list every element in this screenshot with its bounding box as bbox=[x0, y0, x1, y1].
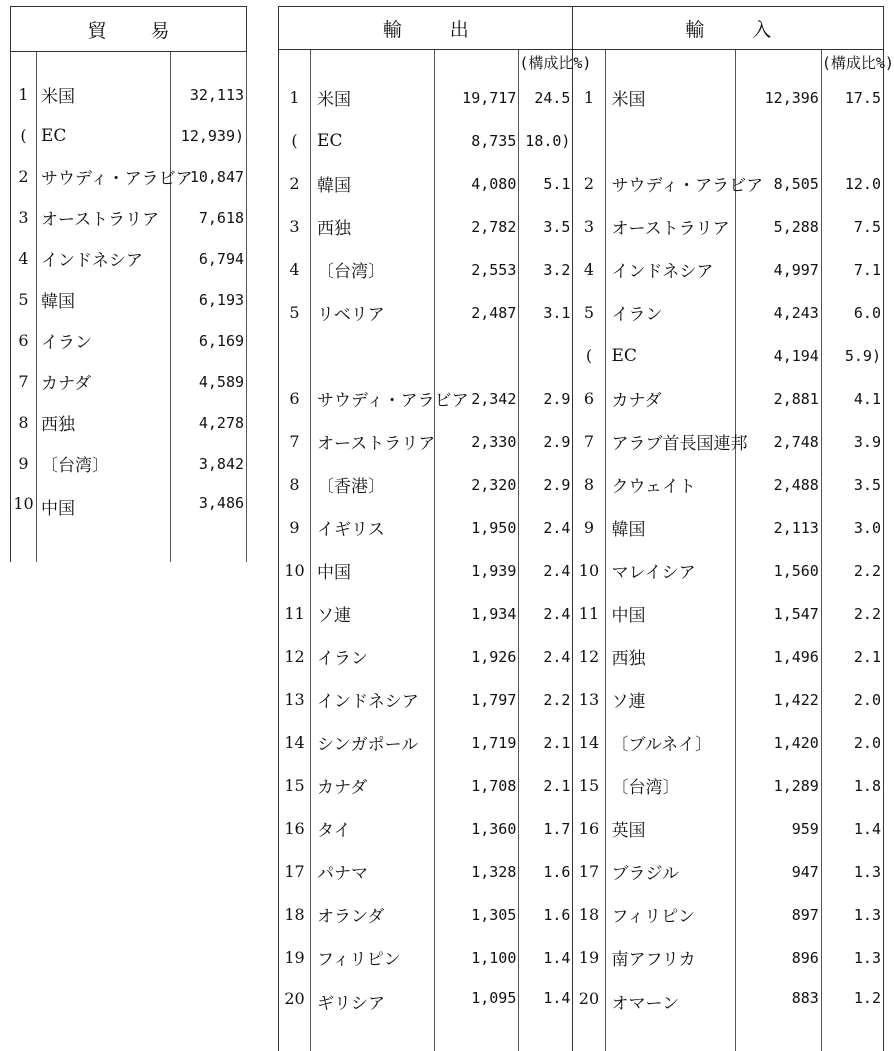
export-share: 2.9 bbox=[519, 463, 573, 506]
import-rank: 17 bbox=[573, 850, 605, 893]
import-share: 5.9) bbox=[821, 334, 883, 377]
export-value: 1,797 bbox=[435, 678, 519, 721]
export-share: 2.1 bbox=[519, 721, 573, 764]
import-rank: 1 bbox=[573, 76, 605, 119]
export-rank: 19 bbox=[279, 936, 311, 979]
export-country: インドネシア bbox=[311, 678, 435, 721]
export-value: 2,487 bbox=[435, 291, 519, 334]
export-import-row bbox=[279, 291, 884, 334]
import-share: 1.4 bbox=[821, 807, 883, 850]
import-value: 959 bbox=[735, 807, 821, 850]
import-country: マレイシア bbox=[605, 549, 735, 592]
import-value: 1,422 bbox=[735, 678, 821, 721]
import-value: 1,496 bbox=[735, 635, 821, 678]
export-value: 4,080 bbox=[435, 162, 519, 205]
import-country: EC bbox=[605, 334, 735, 377]
export-country: サウディ・アラビア bbox=[311, 377, 435, 420]
import-value: 1,289 bbox=[735, 764, 821, 807]
export-value: 2,320 bbox=[435, 463, 519, 506]
trade-rank: ( bbox=[11, 115, 37, 156]
import-country: オーストラリア bbox=[605, 205, 735, 248]
export-share: 2.4 bbox=[519, 592, 573, 635]
export-country: オーストラリア bbox=[311, 420, 435, 463]
export-rank: 2 bbox=[279, 162, 311, 205]
export-country: 〔台湾〕 bbox=[311, 248, 435, 291]
trade-value: 6,794 bbox=[171, 238, 247, 279]
export-country: パナマ bbox=[311, 850, 435, 893]
import-share: 3.0 bbox=[821, 506, 883, 549]
trade-country: サウディ・アラビア bbox=[37, 156, 171, 197]
import-value: 1,547 bbox=[735, 592, 821, 635]
import-rank: 20 bbox=[573, 979, 605, 1051]
export-import-row bbox=[279, 205, 884, 248]
trade-value: 4,589 bbox=[171, 361, 247, 402]
export-import-row bbox=[279, 377, 884, 420]
export-share: 3.5 bbox=[519, 205, 573, 248]
trade-rank: 7 bbox=[11, 361, 37, 402]
import-value: 883 bbox=[735, 979, 821, 1051]
export-import-row bbox=[279, 162, 884, 205]
trade-row bbox=[11, 52, 247, 116]
export-country: リベリア bbox=[311, 291, 435, 334]
import-share: 3.9 bbox=[821, 420, 883, 463]
export-country: ギリシア bbox=[311, 979, 435, 1051]
trade-rank: 6 bbox=[11, 320, 37, 361]
export-value: 1,939 bbox=[435, 549, 519, 592]
trade-value: 7,618 bbox=[171, 197, 247, 238]
export-rank: ( bbox=[279, 119, 311, 162]
export-value: 2,553 bbox=[435, 248, 519, 291]
trade-country: EC bbox=[37, 115, 171, 156]
export-value: 1,926 bbox=[435, 635, 519, 678]
export-country: 中国 bbox=[311, 549, 435, 592]
trade-country: インドネシア bbox=[37, 238, 171, 279]
export-import-row bbox=[279, 463, 884, 506]
import-rank: 14 bbox=[573, 721, 605, 764]
trade-value: 10,847 bbox=[171, 156, 247, 197]
trade-country: 〔台湾〕 bbox=[37, 443, 171, 484]
export-share-label: (構成比%) bbox=[519, 50, 573, 77]
import-rank: 11 bbox=[573, 592, 605, 635]
import-share: 1.3 bbox=[821, 850, 883, 893]
export-rank: 17 bbox=[279, 850, 311, 893]
export-share: 2.4 bbox=[519, 549, 573, 592]
import-value: 12,396 bbox=[735, 76, 821, 119]
trade-country: イラン bbox=[37, 320, 171, 361]
import-share: 7.1 bbox=[821, 248, 883, 291]
export-rank: 16 bbox=[279, 807, 311, 850]
export-rank bbox=[279, 334, 311, 377]
trade-value: 12,939) bbox=[171, 115, 247, 156]
trade-header: 貿易 bbox=[11, 7, 247, 52]
export-import-row bbox=[279, 678, 884, 721]
export-rank: 14 bbox=[279, 721, 311, 764]
export-share: 1.7 bbox=[519, 807, 573, 850]
import-country: 米国 bbox=[605, 76, 735, 119]
export-header: 輸出 bbox=[279, 7, 573, 50]
export-rank: 8 bbox=[279, 463, 311, 506]
trade-country: 韓国 bbox=[37, 279, 171, 320]
import-rank: 16 bbox=[573, 807, 605, 850]
export-value: 1,719 bbox=[435, 721, 519, 764]
import-value: 897 bbox=[735, 893, 821, 936]
trade-country: 中国 bbox=[37, 484, 171, 562]
trade-row bbox=[11, 197, 247, 238]
export-share: 2.4 bbox=[519, 506, 573, 549]
import-rank: 19 bbox=[573, 936, 605, 979]
export-rank: 4 bbox=[279, 248, 311, 291]
export-import-row bbox=[279, 334, 884, 377]
import-share: 1.2 bbox=[821, 979, 883, 1051]
trade-value: 6,193 bbox=[171, 279, 247, 320]
export-import-row bbox=[279, 76, 884, 119]
import-country: 〔台湾〕 bbox=[605, 764, 735, 807]
import-share: 2.1 bbox=[821, 635, 883, 678]
import-rank: 6 bbox=[573, 377, 605, 420]
trade-value: 3,842 bbox=[171, 443, 247, 484]
export-value: 2,342 bbox=[435, 377, 519, 420]
export-share: 2.2 bbox=[519, 678, 573, 721]
trade-rows bbox=[11, 52, 247, 563]
export-rank: 13 bbox=[279, 678, 311, 721]
export-import-table bbox=[278, 6, 894, 1051]
import-rank: 4 bbox=[573, 248, 605, 291]
import-country: オマーン bbox=[605, 979, 735, 1051]
trade-value: 32,113 bbox=[171, 52, 247, 116]
export-share: 1.6 bbox=[519, 850, 573, 893]
export-import-row bbox=[279, 592, 884, 635]
import-value: 947 bbox=[735, 850, 821, 893]
trade-country: 米国 bbox=[37, 52, 171, 116]
import-share: 2.2 bbox=[821, 549, 883, 592]
export-share: 1.4 bbox=[519, 936, 573, 979]
import-rank: 10 bbox=[573, 549, 605, 592]
import-value: 2,881 bbox=[735, 377, 821, 420]
trade-rank: 8 bbox=[11, 402, 37, 443]
import-value bbox=[735, 119, 821, 162]
import-share: 7.5 bbox=[821, 205, 883, 248]
import-share: 2.0 bbox=[821, 678, 883, 721]
export-import-row bbox=[279, 979, 884, 1051]
trade-value: 6,169 bbox=[171, 320, 247, 361]
export-rank: 5 bbox=[279, 291, 311, 334]
export-rank: 12 bbox=[279, 635, 311, 678]
export-value: 1,934 bbox=[435, 592, 519, 635]
trade-country: オーストラリア bbox=[37, 197, 171, 238]
import-share: 17.5 bbox=[821, 76, 883, 119]
import-country: 英国 bbox=[605, 807, 735, 850]
export-value bbox=[435, 334, 519, 377]
export-value: 1,328 bbox=[435, 850, 519, 893]
export-import-row bbox=[279, 549, 884, 592]
import-rank: 7 bbox=[573, 420, 605, 463]
trade-value: 4,278 bbox=[171, 402, 247, 443]
trade-rank: 1 bbox=[11, 52, 37, 116]
import-value: 896 bbox=[735, 936, 821, 979]
export-country: EC bbox=[311, 119, 435, 162]
trade-row bbox=[11, 115, 247, 156]
export-share: 3.2 bbox=[519, 248, 573, 291]
import-country: 韓国 bbox=[605, 506, 735, 549]
import-share: 3.5 bbox=[821, 463, 883, 506]
export-import-row bbox=[279, 635, 884, 678]
import-share: 6.0 bbox=[821, 291, 883, 334]
import-country: クウェイト bbox=[605, 463, 735, 506]
import-value: 4,194 bbox=[735, 334, 821, 377]
import-country: ソ連 bbox=[605, 678, 735, 721]
import-country: 南アフリカ bbox=[605, 936, 735, 979]
import-country: 西独 bbox=[605, 635, 735, 678]
import-value: 2,113 bbox=[735, 506, 821, 549]
import-share: 4.1 bbox=[821, 377, 883, 420]
export-rank: 1 bbox=[279, 76, 311, 119]
import-rank: 12 bbox=[573, 635, 605, 678]
export-rank: 7 bbox=[279, 420, 311, 463]
import-rank: 18 bbox=[573, 893, 605, 936]
export-rank: 10 bbox=[279, 549, 311, 592]
export-country: 西独 bbox=[311, 205, 435, 248]
export-rank: 9 bbox=[279, 506, 311, 549]
import-country bbox=[605, 119, 735, 162]
export-country: タイ bbox=[311, 807, 435, 850]
export-import-row bbox=[279, 893, 884, 936]
import-country: カナダ bbox=[605, 377, 735, 420]
import-rank: 13 bbox=[573, 678, 605, 721]
export-import-row bbox=[279, 721, 884, 764]
export-share bbox=[519, 334, 573, 377]
trade-table bbox=[10, 6, 247, 562]
export-share: 1.4 bbox=[519, 979, 573, 1051]
export-country bbox=[311, 334, 435, 377]
export-country: イギリス bbox=[311, 506, 435, 549]
export-share: 1.6 bbox=[519, 893, 573, 936]
export-import-row bbox=[279, 850, 884, 893]
export-value: 1,360 bbox=[435, 807, 519, 850]
import-share bbox=[821, 119, 883, 162]
trade-row bbox=[11, 320, 247, 361]
export-import-row bbox=[279, 506, 884, 549]
export-country: フィリピン bbox=[311, 936, 435, 979]
import-country: フィリピン bbox=[605, 893, 735, 936]
import-country: 〔ブルネイ〕 bbox=[605, 721, 735, 764]
export-value: 2,782 bbox=[435, 205, 519, 248]
trade-row bbox=[11, 443, 247, 484]
trade-country: 西独 bbox=[37, 402, 171, 443]
trade-rank: 3 bbox=[11, 197, 37, 238]
import-rank: 2 bbox=[573, 162, 605, 205]
trade-row bbox=[11, 279, 247, 320]
export-rank: 6 bbox=[279, 377, 311, 420]
import-country: 中国 bbox=[605, 592, 735, 635]
import-value: 1,560 bbox=[735, 549, 821, 592]
import-share: 1.3 bbox=[821, 893, 883, 936]
export-value: 1,708 bbox=[435, 764, 519, 807]
export-country: オランダ bbox=[311, 893, 435, 936]
export-share: 2.9 bbox=[519, 420, 573, 463]
trade-value: 3,486 bbox=[171, 484, 247, 562]
export-rank: 20 bbox=[279, 979, 311, 1051]
import-share: 1.3 bbox=[821, 936, 883, 979]
import-country: インドネシア bbox=[605, 248, 735, 291]
trade-rank: 5 bbox=[11, 279, 37, 320]
export-import-row bbox=[279, 764, 884, 807]
trade-rank: 4 bbox=[11, 238, 37, 279]
import-country: ブラジル bbox=[605, 850, 735, 893]
import-share: 2.0 bbox=[821, 721, 883, 764]
import-country: アラブ首長国連邦 bbox=[605, 420, 735, 463]
import-country: サウディ・アラビア bbox=[605, 162, 735, 205]
import-value: 4,243 bbox=[735, 291, 821, 334]
import-value: 2,488 bbox=[735, 463, 821, 506]
export-value: 1,950 bbox=[435, 506, 519, 549]
import-rank: 3 bbox=[573, 205, 605, 248]
import-header: 輸入 bbox=[573, 7, 884, 50]
export-country: シンガポール bbox=[311, 721, 435, 764]
import-share: 1.8 bbox=[821, 764, 883, 807]
import-share: 12.0 bbox=[821, 162, 883, 205]
export-share: 2.4 bbox=[519, 635, 573, 678]
export-share: 18.0) bbox=[519, 119, 573, 162]
export-value: 1,100 bbox=[435, 936, 519, 979]
export-share: 2.1 bbox=[519, 764, 573, 807]
import-value: 5,288 bbox=[735, 205, 821, 248]
trade-rank: 10 bbox=[11, 484, 37, 562]
export-import-row bbox=[279, 807, 884, 850]
import-share-label: (構成比%) bbox=[821, 50, 883, 77]
export-share: 5.1 bbox=[519, 162, 573, 205]
trade-row bbox=[11, 402, 247, 443]
import-rank: 9 bbox=[573, 506, 605, 549]
export-rank: 18 bbox=[279, 893, 311, 936]
trade-row bbox=[11, 484, 247, 562]
trade-row bbox=[11, 238, 247, 279]
import-share: 2.2 bbox=[821, 592, 883, 635]
trade-country: カナダ bbox=[37, 361, 171, 402]
export-country: イラン bbox=[311, 635, 435, 678]
export-rank: 15 bbox=[279, 764, 311, 807]
export-import-row bbox=[279, 936, 884, 979]
import-value: 1,420 bbox=[735, 721, 821, 764]
export-rank: 11 bbox=[279, 592, 311, 635]
import-country: イラン bbox=[605, 291, 735, 334]
export-country: 米国 bbox=[311, 76, 435, 119]
export-country: 〔香港〕 bbox=[311, 463, 435, 506]
import-value: 2,748 bbox=[735, 420, 821, 463]
export-value: 1,305 bbox=[435, 893, 519, 936]
export-import-rows bbox=[279, 76, 884, 1051]
export-share: 2.9 bbox=[519, 377, 573, 420]
export-rank: 3 bbox=[279, 205, 311, 248]
trade-row bbox=[11, 156, 247, 197]
import-rank: 15 bbox=[573, 764, 605, 807]
export-value: 8,735 bbox=[435, 119, 519, 162]
export-value: 1,095 bbox=[435, 979, 519, 1051]
export-value: 19,717 bbox=[435, 76, 519, 119]
import-value: 4,997 bbox=[735, 248, 821, 291]
export-share: 24.5 bbox=[519, 76, 573, 119]
trade-rank: 9 bbox=[11, 443, 37, 484]
import-rank bbox=[573, 119, 605, 162]
export-country: カナダ bbox=[311, 764, 435, 807]
export-import-row bbox=[279, 420, 884, 463]
export-country: 韓国 bbox=[311, 162, 435, 205]
export-country: ソ連 bbox=[311, 592, 435, 635]
export-value: 2,330 bbox=[435, 420, 519, 463]
export-import-row bbox=[279, 119, 884, 162]
export-share: 3.1 bbox=[519, 291, 573, 334]
import-rank: 8 bbox=[573, 463, 605, 506]
import-value: 8,505 bbox=[735, 162, 821, 205]
import-rank: ( bbox=[573, 334, 605, 377]
trade-rank: 2 bbox=[11, 156, 37, 197]
trade-row bbox=[11, 361, 247, 402]
export-import-row bbox=[279, 248, 884, 291]
import-rank: 5 bbox=[573, 291, 605, 334]
